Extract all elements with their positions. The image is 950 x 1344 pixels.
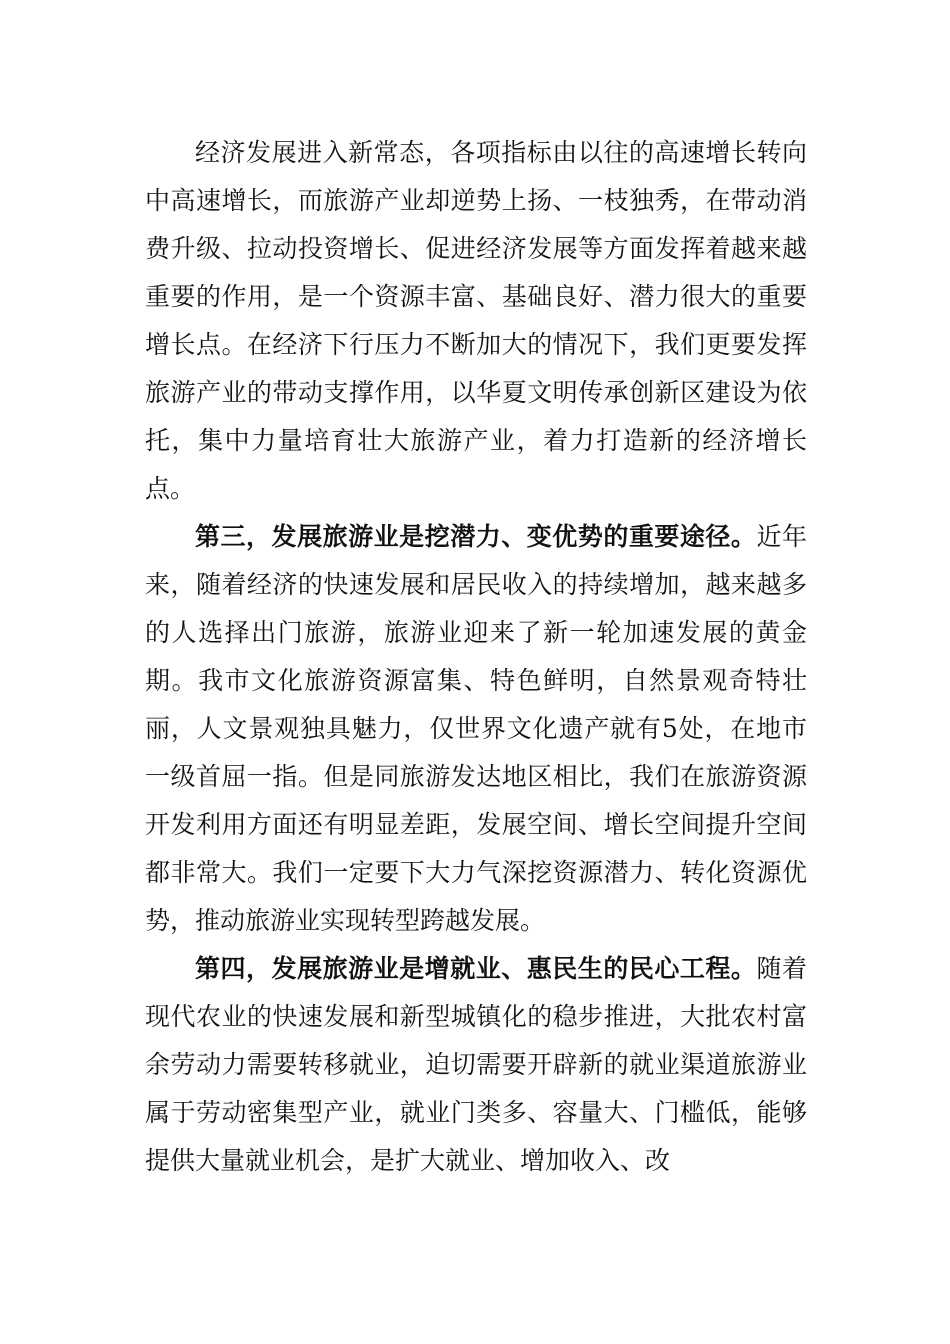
paragraph-3 (145, 945, 807, 1185)
paragraph-2-body: 近年来，随着经济的快速发展和居民收入的持续增加，越来越多的人选择出门旅游，旅游业迎来了新一轮加速发展的黄金期。我市文化旅游资源富集、特色鲜明，自然景观奇特壮丽，人文景观独具魅力，仅世界文化遗产就有5处，在地市一级首屈一指。但是同旅游发达地区相比，我们在旅游资源开发利用方面还有明显差距，发展空间、增长空间提升空间都非常大。我们一定要下大力气深挖资源潜力、转化资源优势，推动旅游业实现转型跨越发展。 (145, 522, 807, 935)
paragraph-1 (145, 129, 807, 513)
paragraph-2-lead: 第三，发展旅游业是挖潜力、变优势的重要途径。 (195, 522, 757, 551)
document-body (145, 129, 807, 1185)
paragraph-2 (145, 513, 807, 945)
paragraph-3-body: 随着现代农业的快速发展和新型城镇化的稳步推进，大批农村富余劳动力需要转移就业，迫切需要开辟新的就业渠道旅游业属于劳动密集型产业，就业门类多、容量大、门槛低，能够提供大量就业机会，是扩大就业、增加收入、改 (145, 954, 807, 1175)
paragraph-3-lead: 第四，发展旅游业是增就业、惠民生的民心工程。 (195, 954, 757, 983)
paragraph-1-body: 经济发展进入新常态，各项指标由以往的高速增长转向中高速增长，而旅游产业却逆势上扬、一枝独秀，在带动消费升级、拉动投资增长、促进经济发展等方面发挥着越来越重要的作用，是一个资源丰富、基础良好、潜力很大的重要增长点。在经济下行压力不断加大的情况下，我们更要发挥旅游产业的带动支撑作用，以华夏文明传承创新区建设为依托，集中力量培育壮大旅游产业，着力打造新的经济增长点。 (145, 138, 807, 503)
